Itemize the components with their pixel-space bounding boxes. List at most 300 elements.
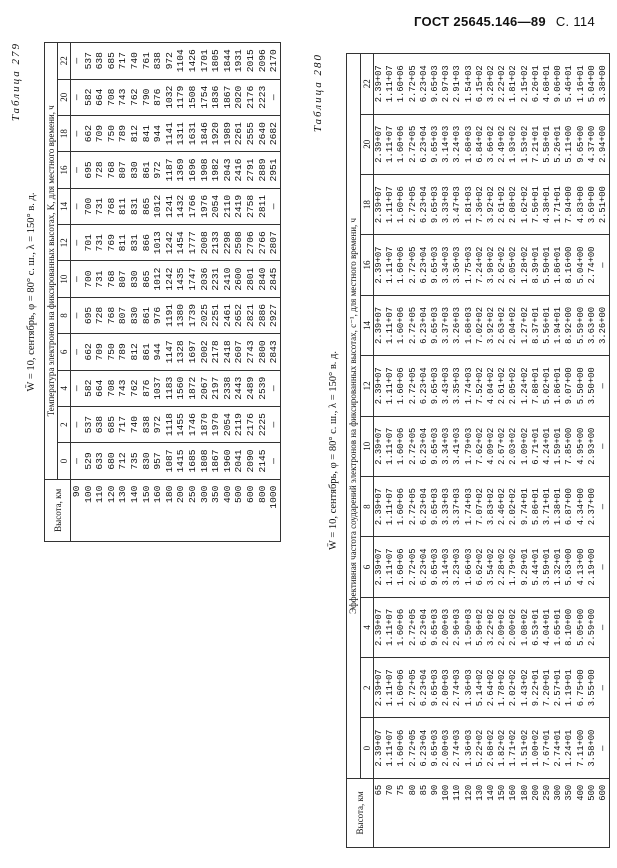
value-cell: 3.83+02 (486, 476, 497, 536)
value-cell: 695 (83, 297, 95, 333)
value-cell: 2.51+00 (598, 174, 610, 234)
value-cell: 1104 (175, 43, 187, 80)
altitude-cell: 120 (106, 479, 118, 541)
value-cell: 9.65+03 (430, 174, 441, 234)
value-cell: 1.11+07 (385, 597, 396, 657)
table-row (452, 54, 463, 848)
altitude-cell: 90 (71, 479, 83, 541)
altitude-cell: 100 (441, 778, 452, 847)
value-cell: 2119 (233, 406, 245, 442)
value-cell: 3.41+03 (452, 416, 463, 476)
value-cell: 1.60+06 (396, 537, 407, 597)
page-number: С. 114 (555, 14, 595, 29)
value-cell: 3.34+03 (441, 235, 452, 295)
hour-header: 16 (58, 152, 71, 188)
value-cell: 6.23+04 (419, 295, 430, 355)
value-cell: 865 (141, 188, 153, 224)
value-cell: 7.36+02 (475, 174, 486, 234)
value-cell: 2418 (222, 334, 234, 370)
value-cell: — (598, 356, 610, 416)
value-cell: 1.60+06 (396, 658, 407, 718)
value-cell: 876 (152, 79, 164, 115)
value-cell: 830 (129, 261, 141, 297)
value-cell: 2.72+05 (408, 597, 419, 657)
value-cell: 768 (106, 261, 118, 297)
value-cell: 768 (106, 297, 118, 333)
value-cell: 664 (94, 79, 106, 115)
value-cell: 740 (129, 406, 141, 442)
value-cell: 1242 (164, 261, 176, 297)
table-row (106, 43, 118, 542)
value-cell: 7.20+01 (542, 658, 553, 718)
value-cell: 685 (106, 43, 118, 80)
value-cell: 2.94+00 (598, 114, 610, 174)
value-cell: 2.09+02 (497, 597, 508, 657)
value-cell: 2.05+02 (508, 356, 519, 416)
value-cell: 2652 (233, 297, 245, 333)
table-row (419, 54, 430, 848)
value-cell: 6.23+04 (419, 235, 430, 295)
value-cell: 3.26+00 (598, 295, 610, 355)
value-cell: 2766 (257, 225, 269, 261)
value-cell: 2008 (199, 225, 211, 261)
value-cell: 3.92+02 (486, 174, 497, 234)
value-cell: 1.09+02 (520, 416, 531, 476)
value-cell: — (71, 152, 83, 188)
altitude-cell: 150 (497, 778, 508, 847)
value-cell: 6.62+02 (475, 537, 486, 597)
altitude-cell: 1000 (268, 479, 280, 541)
value-cell: 2223 (257, 79, 269, 115)
value-cell: 6.23+04 (419, 476, 430, 536)
altitude-cell: 130 (117, 479, 129, 541)
value-cell: 6.23+04 (419, 54, 430, 115)
value-cell: 1.11+07 (385, 174, 396, 234)
value-cell: 838 (141, 406, 153, 442)
value-cell: 866 (141, 225, 153, 261)
altitude-cell: 120 (464, 778, 475, 847)
value-cell: 2.39+07 (374, 174, 386, 234)
value-cell: 708 (106, 370, 118, 406)
value-cell: 1697 (187, 334, 199, 370)
value-cell: — (71, 297, 83, 333)
value-cell: 5.11+00 (564, 114, 575, 174)
value-cell: 1867 (222, 79, 234, 115)
value-cell: 728 (94, 152, 106, 188)
altitude-header: Высота, км (347, 778, 374, 847)
value-cell: 2758 (245, 188, 257, 224)
value-cell: 5.26+01 (553, 114, 564, 174)
table-row (385, 54, 396, 848)
value-cell: 1.11+07 (385, 114, 396, 174)
value-cell: 1012 (152, 188, 164, 224)
altitude-cell: 100 (83, 479, 95, 541)
value-cell: 2706 (245, 225, 257, 261)
value-cell: 3.28+02 (486, 54, 497, 115)
value-cell: 1.93+02 (508, 114, 519, 174)
value-cell: 3.38+00 (598, 54, 610, 115)
altitude-cell: 350 (564, 778, 575, 847)
value-cell: 2.57+01 (553, 658, 564, 718)
value-cell: 700 (83, 261, 95, 297)
value-cell: 1.60+06 (396, 597, 407, 657)
altitude-cell: 140 (129, 479, 141, 541)
value-cell: 2.72+05 (408, 295, 419, 355)
value-cell: 1179 (175, 79, 187, 115)
value-cell: 1631 (187, 115, 199, 151)
value-cell: 1746 (187, 406, 199, 442)
value-cell: 728 (94, 297, 106, 333)
value-cell: 976 (152, 297, 164, 333)
value-cell: 708 (106, 79, 118, 115)
value-cell: 2.03+02 (508, 416, 519, 476)
value-cell: 8.92+00 (564, 295, 575, 355)
value-cell: 1.11+07 (385, 356, 396, 416)
hour-header: 14 (361, 295, 374, 355)
value-cell: 2025 (199, 297, 211, 333)
value-cell: 7.52+02 (475, 356, 486, 416)
value-cell: 2607 (233, 334, 245, 370)
value-cell: 1808 (199, 443, 211, 479)
value-cell: 529 (83, 443, 95, 479)
value-cell: 9.65+03 (430, 114, 441, 174)
hour-header: 20 (361, 114, 374, 174)
value-cell: 7.88+01 (531, 356, 542, 416)
value-cell: 812 (129, 115, 141, 151)
value-cell: 2811 (257, 188, 269, 224)
value-cell: 1.66+03 (464, 537, 475, 597)
value-cell: 2801 (245, 261, 257, 297)
value-cell: 7.24+02 (475, 235, 486, 295)
value-cell: — (268, 370, 280, 406)
value-cell: 695 (83, 152, 95, 188)
hour-header: 2 (58, 406, 71, 442)
value-cell: 2.72+05 (408, 174, 419, 234)
value-cell: — (71, 334, 83, 370)
value-cell: 3.37+03 (441, 295, 452, 355)
value-cell: 3.59+01 (542, 537, 553, 597)
table-row (430, 54, 441, 848)
value-cell: 2.63+02 (497, 295, 508, 355)
hour-header: 22 (361, 54, 374, 115)
value-cell: 1.60+06 (396, 416, 407, 476)
value-cell: 2489 (245, 370, 257, 406)
value-cell: 1369 (175, 152, 187, 188)
value-cell: 735 (129, 443, 141, 479)
table-row (71, 43, 83, 542)
value-cell: 1.36+03 (464, 658, 475, 718)
value-cell: 712 (117, 443, 129, 479)
value-cell: 9.65+03 (430, 295, 441, 355)
value-cell: 861 (141, 297, 153, 333)
table-row (441, 54, 452, 848)
value-cell: 3.63+00 (587, 295, 598, 355)
value-cell: 2170 (268, 43, 280, 80)
value-cell: 685 (106, 406, 118, 442)
value-cell: 762 (129, 370, 141, 406)
value-cell: 1739 (187, 297, 199, 333)
table-row (268, 43, 280, 542)
value-cell: 1.51+02 (520, 718, 531, 778)
value-cell: 9.29+01 (520, 537, 531, 597)
value-cell: 9.65+00 (576, 114, 587, 174)
value-cell: 831 (129, 188, 141, 224)
table-subtitle: Температура электронов на фиксированных высотах, K, для местного времени, ч (45, 43, 58, 480)
value-cell: 2041 (233, 443, 245, 479)
value-cell: 2.49+02 (497, 114, 508, 174)
value-cell: 3.23+03 (452, 537, 463, 597)
value-cell: 9.06+00 (553, 54, 564, 115)
value-cell: 700 (83, 188, 95, 224)
value-cell: 1.54+03 (464, 54, 475, 115)
value-cell: 750 (106, 334, 118, 370)
value-cell: 8.39+01 (531, 235, 542, 295)
value-cell: 9.65+03 (430, 658, 441, 718)
value-cell: 2600 (233, 261, 245, 297)
value-cell: 768 (106, 188, 118, 224)
value-cell: 2.28+02 (497, 537, 508, 597)
value-cell: 2791 (245, 152, 257, 188)
value-cell: 5.58+01 (542, 114, 553, 174)
value-cell: 807 (117, 261, 129, 297)
altitude-cell: 65 (374, 778, 386, 847)
value-cell: 1.60+06 (396, 54, 407, 115)
value-cell: 5.14+02 (475, 658, 486, 718)
value-cell: 972 (152, 152, 164, 188)
value-cell: 1.75+03 (464, 235, 475, 295)
value-cell: 2.04+02 (508, 295, 519, 355)
value-cell: 3.35+03 (452, 356, 463, 416)
table-row (587, 54, 598, 848)
value-cell: 4.04+01 (542, 597, 553, 657)
value-cell: 1747 (187, 261, 199, 297)
value-cell: 1920 (210, 115, 222, 151)
value-cell: 4.95+00 (576, 416, 587, 476)
table-row (164, 43, 176, 542)
value-cell: 2.39+07 (374, 54, 386, 115)
value-cell: 3.54+02 (486, 537, 497, 597)
value-cell: 9.07+00 (564, 356, 575, 416)
value-cell: 5.86+01 (531, 476, 542, 536)
value-cell: 1.60+06 (396, 295, 407, 355)
hour-header: 18 (361, 174, 374, 234)
value-cell: 7.67+01 (542, 718, 553, 778)
value-cell: 876 (141, 370, 153, 406)
value-cell: 6.23+04 (419, 356, 430, 416)
value-cell: — (71, 79, 83, 115)
value-cell: 1.81+03 (464, 174, 475, 234)
value-cell: 1.11+07 (385, 416, 396, 476)
value-cell: 4.34+00 (576, 476, 587, 536)
value-cell: 1.11+07 (385, 235, 396, 295)
value-cell: 1.71+01 (553, 174, 564, 234)
value-cell: 6.23+04 (419, 658, 430, 718)
table-row (117, 43, 129, 542)
value-cell: 1.24+01 (564, 718, 575, 778)
value-cell: 5.56+01 (542, 295, 553, 355)
altitude-cell: 500 (587, 778, 598, 847)
value-cell: 2.39+07 (374, 416, 386, 476)
value-cell: 1.16+01 (576, 54, 587, 115)
table-row (598, 54, 610, 848)
hour-header: 4 (58, 370, 71, 406)
hour-header: 2 (361, 658, 374, 718)
value-cell: 5.02+01 (542, 356, 553, 416)
value-cell: 838 (152, 43, 164, 80)
value-cell: 972 (152, 406, 164, 442)
value-cell: 3.47+03 (452, 174, 463, 234)
value-cell: 2843 (268, 334, 280, 370)
value-cell: 2555 (245, 115, 257, 151)
altitude-cell: 600 (245, 479, 257, 541)
table-row (83, 43, 95, 542)
value-cell: 3.14+03 (441, 537, 452, 597)
value-cell: 830 (129, 152, 141, 188)
value-cell: 2178 (210, 334, 222, 370)
value-cell: 680 (106, 443, 118, 479)
value-cell: 3.37+03 (452, 476, 463, 536)
value-cell: 2.91+03 (452, 54, 463, 115)
value-cell: 5.44+01 (531, 537, 542, 597)
value-cell: 2640 (257, 115, 269, 151)
electron-temperature-table (44, 42, 281, 542)
table-row (508, 54, 519, 848)
value-cell: 865 (141, 261, 153, 297)
altitude-cell: 400 (222, 479, 234, 541)
value-cell: 3.34+03 (441, 416, 452, 476)
value-cell: 1960 (222, 443, 234, 479)
value-cell: 4.68+01 (542, 54, 553, 115)
value-cell: — (598, 476, 610, 536)
value-cell: 6.26+01 (531, 54, 542, 115)
value-cell: 4.38+01 (542, 174, 553, 234)
value-cell: 2.72+05 (408, 114, 419, 174)
value-cell: 638 (94, 406, 106, 442)
value-cell: 1696 (187, 152, 199, 188)
value-cell: 1.59+01 (553, 416, 564, 476)
hour-header: 4 (361, 597, 374, 657)
value-cell: 2.39+07 (374, 356, 386, 416)
value-cell: 1.60+06 (396, 356, 407, 416)
value-cell: 1012 (152, 261, 164, 297)
value-cell: 5.04+00 (587, 54, 598, 115)
value-cell: 1870 (199, 406, 211, 442)
value-cell: 1.53+02 (520, 114, 531, 174)
value-cell: 811 (117, 225, 129, 261)
table-row (233, 43, 245, 542)
table-row (520, 54, 531, 848)
value-cell: 2110 (222, 188, 234, 224)
value-cell: 1426 (187, 43, 199, 80)
hour-header: 6 (361, 537, 374, 597)
table-280-panel (312, 53, 609, 848)
value-cell: 6.23+04 (419, 597, 430, 657)
value-cell: — (598, 537, 610, 597)
value-cell: 2090 (245, 443, 257, 479)
value-cell: 2.72+05 (408, 356, 419, 416)
value-cell: 5.59+00 (576, 295, 587, 355)
value-cell: 1846 (199, 115, 211, 151)
table-label: Таблица 279 (10, 42, 22, 122)
value-cell: 1.24+02 (520, 356, 531, 416)
value-cell: 2419 (233, 188, 245, 224)
value-cell: 8.37+01 (531, 295, 542, 355)
value-cell: 2845 (268, 261, 280, 297)
value-cell: 1455 (175, 406, 187, 442)
value-cell: 4.83+00 (576, 174, 587, 234)
value-cell: 9.65+03 (430, 597, 441, 657)
value-cell: 2821 (245, 297, 257, 333)
value-cell: 731 (94, 261, 106, 297)
table-row (129, 43, 141, 542)
value-cell: 3.69+00 (587, 174, 598, 234)
value-cell: 2.72+05 (408, 54, 419, 115)
value-cell: 7.94+00 (564, 174, 575, 234)
value-cell: 1.32+01 (553, 537, 564, 597)
value-cell: 1.19+01 (564, 658, 575, 718)
value-cell: 944 (152, 115, 164, 151)
value-cell: 2.72+05 (408, 658, 419, 718)
value-cell: 2.72+05 (408, 537, 419, 597)
value-cell: 1836 (210, 79, 222, 115)
value-cell: 6.23+04 (419, 416, 430, 476)
value-cell: 1.28+02 (520, 235, 531, 295)
value-cell: — (598, 416, 610, 476)
altitude-cell: 300 (199, 479, 211, 541)
value-cell: 662 (83, 334, 95, 370)
value-cell: 1.79+02 (508, 537, 519, 597)
value-cell: 1311 (175, 115, 187, 151)
value-cell: 3.98+02 (486, 235, 497, 295)
value-cell: 2.59+00 (587, 597, 598, 657)
altitude-cell: 140 (486, 778, 497, 847)
table-row (486, 54, 497, 848)
value-cell: 2.37+00 (587, 476, 598, 536)
value-cell: 6.23+04 (419, 718, 430, 778)
value-cell: 6.23+04 (419, 537, 430, 597)
value-cell: 7.07+02 (475, 476, 486, 536)
value-cell: 1.38+01 (553, 476, 564, 536)
value-cell: 2225 (257, 406, 269, 442)
value-cell: 1.86+01 (553, 235, 564, 295)
altitude-cell: 110 (452, 778, 463, 847)
value-cell: 2.39+07 (374, 658, 386, 718)
value-cell: 1.78+02 (497, 658, 508, 718)
altitude-cell: 160 (508, 778, 519, 847)
value-cell: 743 (117, 370, 129, 406)
value-cell: 789 (117, 334, 129, 370)
value-cell: 2054 (222, 406, 234, 442)
value-cell: 3.92+02 (486, 295, 497, 355)
table-title: W̄ = 10, сентябрь, φ = 80° с. ш., λ = 150° в. д. (328, 350, 339, 551)
value-cell: 8.10+00 (564, 597, 575, 657)
value-cell: 944 (152, 334, 164, 370)
value-cell: 2800 (257, 334, 269, 370)
value-cell: 768 (106, 152, 118, 188)
value-cell: 1.11+07 (385, 718, 396, 778)
document-header (414, 14, 595, 29)
altitude-cell: 600 (598, 778, 610, 847)
value-cell: 5.96+02 (475, 597, 486, 657)
value-cell: 2020 (233, 79, 245, 115)
value-cell: 4.04+02 (486, 356, 497, 416)
value-cell: 841 (141, 115, 153, 151)
value-cell: 1.60+06 (396, 174, 407, 234)
value-cell: 5.05+00 (576, 597, 587, 657)
value-cell: 1.11+07 (385, 476, 396, 536)
value-cell: 2951 (268, 152, 280, 188)
value-cell: 3.36+03 (452, 235, 463, 295)
